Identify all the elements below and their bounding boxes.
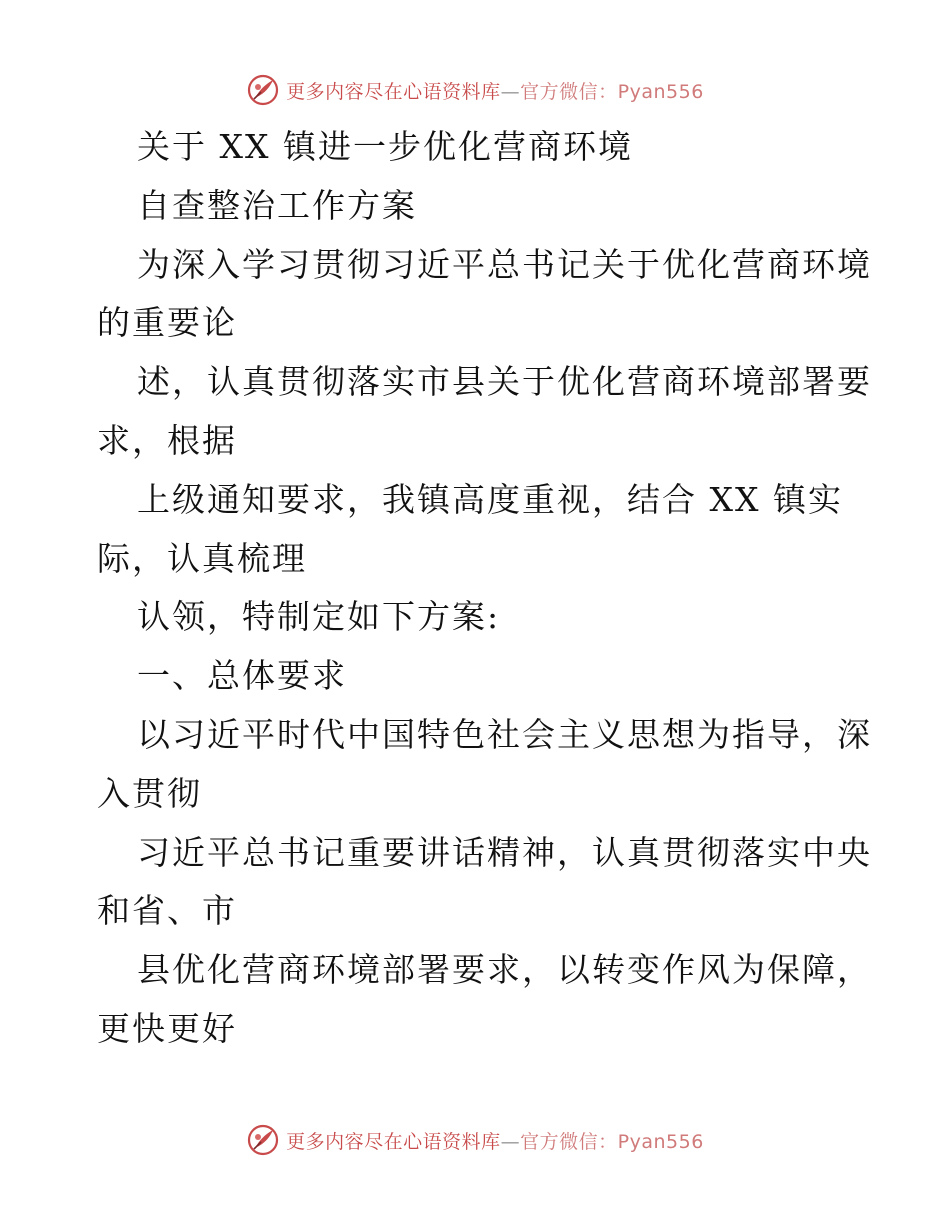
watermark-wechat: 官方微信：Pyan556 <box>520 1130 704 1153</box>
feather-logo-icon <box>246 1123 280 1157</box>
doc-line: 述，认真贯彻落实市县关于优化营商环境部署要 <box>137 362 872 402</box>
section-heading: 一、总体要求 <box>137 656 347 696</box>
doc-line: 习近平总书记重要讲话精神，认真贯彻落实中央 <box>137 832 872 872</box>
watermark-group <box>246 73 704 107</box>
watermark-group <box>246 1123 704 1157</box>
doc-line: 求，根据 <box>97 420 237 460</box>
doc-title-line-1: 关于 XX 镇进一步优化营商环境 <box>137 127 633 166</box>
doc-line: 上级通知要求，我镇高度重视，结合 XX 镇实 <box>137 479 843 519</box>
doc-line: 为深入学习贯彻习近平总书记关于优化营商环境 <box>137 244 872 284</box>
watermark-dash: — <box>500 1130 521 1153</box>
doc-line: 县优化营商环境部署要求，以转变作风为保障， <box>137 950 872 990</box>
watermark-main: 更多内容尽在心语资料库 <box>286 80 501 103</box>
header-watermark <box>0 70 950 110</box>
watermark-dash: — <box>500 80 521 103</box>
document-body <box>97 118 872 1059</box>
watermark-main: 更多内容尽在心语资料库 <box>286 1130 501 1153</box>
doc-title-line-2: 自查整治工作方案 <box>137 185 417 225</box>
doc-line: 的重要论 <box>97 303 237 343</box>
watermark-text <box>286 77 704 104</box>
footer-watermark <box>0 1120 950 1160</box>
doc-line: 入贯彻 <box>97 773 202 813</box>
doc-line: 认领，特制定如下方案: <box>137 597 501 637</box>
doc-line: 际，认真梳理 <box>97 538 307 578</box>
feather-logo-icon <box>246 73 280 107</box>
watermark-wechat: 官方微信：Pyan556 <box>520 80 704 103</box>
doc-line: 和省、市 <box>97 891 237 931</box>
doc-line: 更快更好 <box>97 1008 237 1048</box>
doc-line: 以习近平时代中国特色社会主义思想为指导，深 <box>137 714 872 754</box>
watermark-text <box>286 1127 704 1154</box>
